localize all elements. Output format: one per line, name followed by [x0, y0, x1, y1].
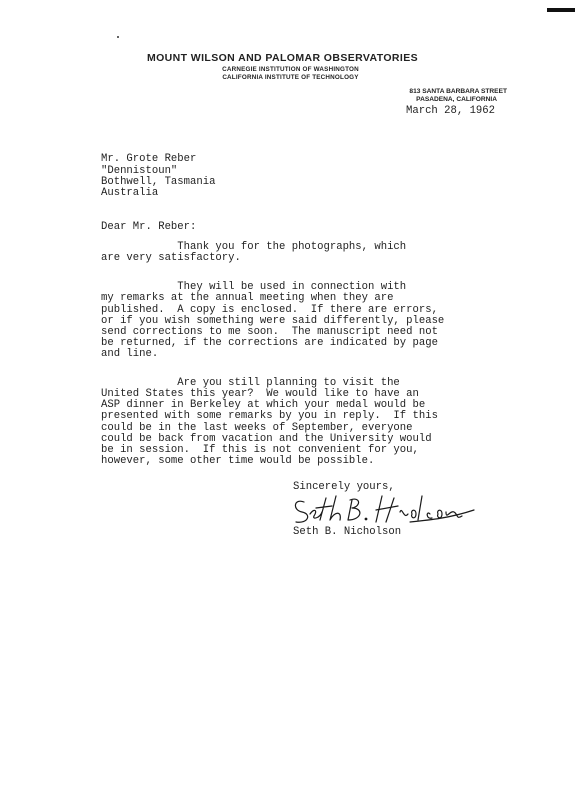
handwritten-signature [290, 492, 480, 526]
body-line: and line. [101, 347, 159, 360]
body-line: be in session. If this is not convenient for you, [101, 443, 419, 456]
body-line: published. A copy is enclosed. If there are errors, [101, 303, 438, 316]
recipient-line: "Dennistoun" [101, 165, 178, 177]
signatory-name: Seth B. Nicholson [293, 526, 402, 538]
scan-mark [547, 0, 575, 5]
body-line: Are you still planning to visit the [101, 377, 400, 390]
body-line: United States this year? We would like to have an [101, 388, 419, 401]
body-line: be returned, if the corrections are indicated by page [101, 336, 438, 349]
body-line: They will be used in connection with [101, 281, 407, 294]
letterhead-organization: MOUNT WILSON AND PALOMAR OBSERVATORIES [146, 52, 419, 64]
scan-dot [117, 36, 119, 38]
body-line: could be in the last weeks of September, everyone [101, 421, 413, 434]
letterhead-institution-2: CALIFORNIA INSTITUTE OF TECHNOLOGY [222, 74, 359, 81]
letterhead-address-city: PASADENA, CALIFORNIA [416, 96, 497, 103]
recipient-line: Australia [101, 187, 159, 199]
letterhead-address-street: 813 SANTA BARBARA STREET [409, 88, 507, 95]
body-line: are very satisfactory. [101, 252, 241, 265]
letter-date: March 28, 1962 [406, 105, 496, 117]
recipient-line: Mr. Grote Reber [101, 153, 197, 165]
body-line: could be back from vacation and the University would [101, 432, 432, 445]
salutation: Dear Mr. Reber: [101, 221, 197, 233]
body-line: Thank you for the photographs, which [101, 241, 407, 253]
body-line: ASP dinner in Berkeley at which your medal would be [101, 399, 426, 412]
body-line: however, some other time would be possible. [101, 454, 375, 467]
recipient-line: Bothwell, Tasmania [101, 176, 216, 188]
body-line: or if you wish something were said differently, please [101, 314, 445, 327]
body-line: presented with some remarks by you in reply. If this [101, 410, 438, 423]
body-line: send corrections to me soon. The manuscript need not [101, 325, 438, 338]
body-line: my remarks at the annual meeting when they are [101, 292, 394, 305]
closing: Sincerely yours, [293, 481, 395, 493]
letterhead-institution-1: CARNEGIE INSTITUTION OF WASHINGTON [222, 66, 359, 73]
